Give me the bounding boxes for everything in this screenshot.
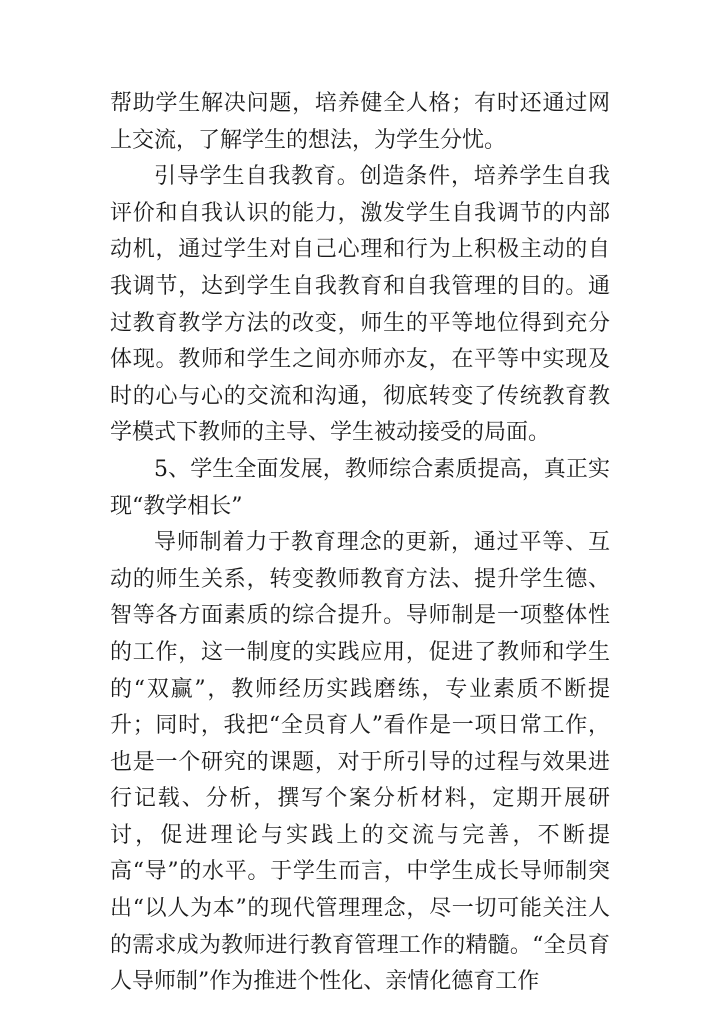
paragraph-2: 引导学生自我教育。创造条件，培养学生自我评价和自我认识的能力，激发学生自我调节的内部动机，通过学生对自己心理和行为上积极主动的自我调节，达到学生自我教育和自我管理的目的。通过教育教学方法的改变，师生的平等地位得到充分体现。教师和学生之间亦师亦友，在平等中实现及时的心与心的交流和沟通，彻底转变了传统教育教学模式下教师的主导、学生被动接受的局面。: [110, 164, 610, 446]
document-body: [110, 86, 610, 1001]
paragraph-3: 导师制着力于教育理念的更新，通过平等、互动的师生关系，转变教师教育方法、提升学生德、智等各方面素质的综合提升。导师制是一项整体性的工作，这一制度的实践应用，促进了教师和学生的“双赢”，教师经历实践磨练，专业素质不断提升；同时，我把“全员育人”看作是一项日常工作，也是一个研究的课题，对于所引导的过程与效果进行记载、分析，撰写个案分析材料，定期开展研讨，促进理论与实践上的交流与完善，不断提高“导”的水平。于学生而言，中学生成长导师制突出“以人为本”的现代管理理念，尽一切可能关注人的需求成为教师进行教育管理工作的精髓。“全员育人导师制”作为推进个性化、亲情化德育工作: [110, 530, 610, 995]
section-heading-5: 5、学生全面发展，教师综合素质提高，真正实现“教学相长”: [110, 456, 610, 519]
paragraph-1: 帮助学生解决问题，培养健全人格；有时还通过网上交流，了解学生的想法，为学生分忧。: [110, 91, 610, 153]
